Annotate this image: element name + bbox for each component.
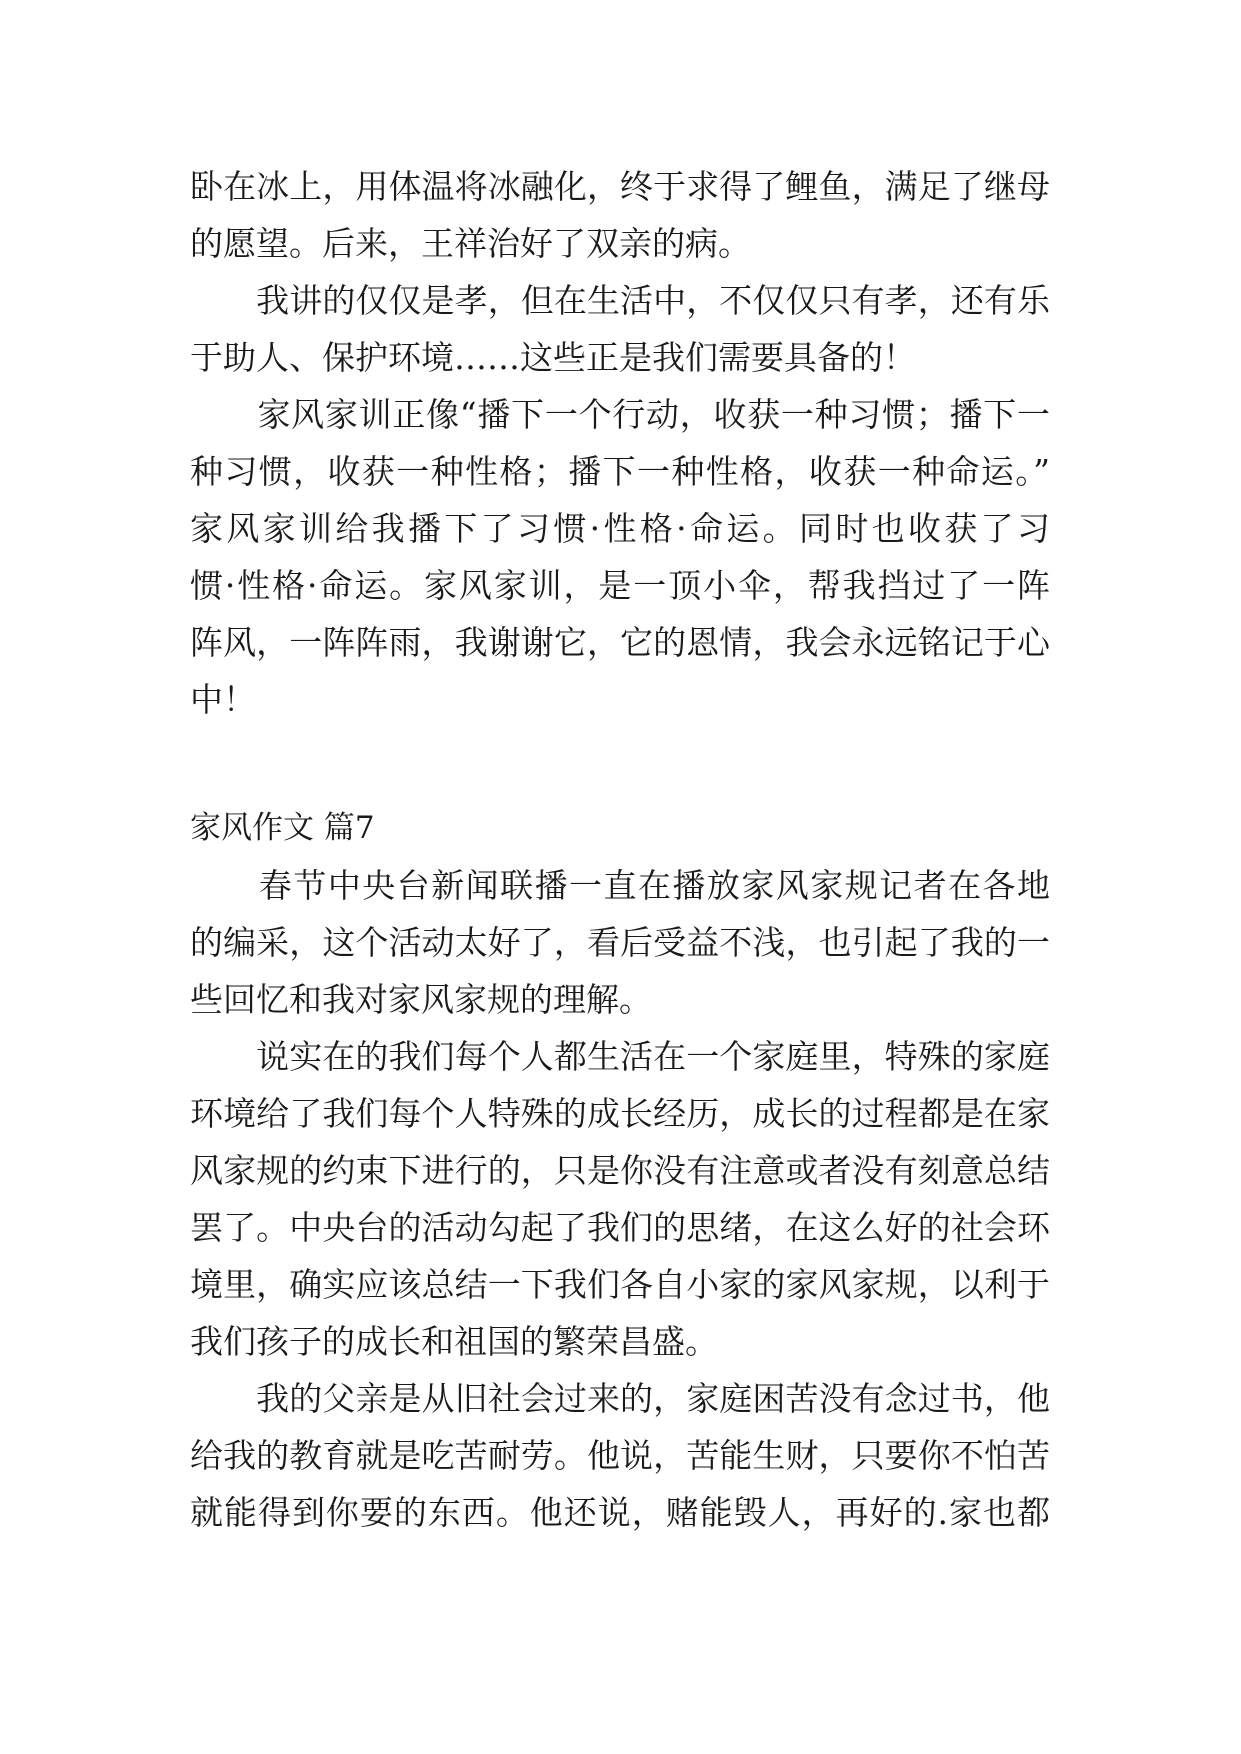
text-line: 的编采，这个活动太好了，看后受益不浅，也引起了我的一 <box>190 923 1050 962</box>
text-line: 说实在的我们每个人都生活在一个家庭里，特殊的家庭 <box>190 1037 1050 1076</box>
section-heading: 家风作文 篇7 <box>190 810 375 846</box>
text-line: 境里，确实应该总结一下我们各自小家的家风家规，以利于 <box>190 1265 1050 1304</box>
text-line: 就能得到你要的东西。他还说，赌能毁人，再好的.家也都 <box>190 1493 1050 1532</box>
text-line: 于助人、保护环境……这些正是我们需要具备的！ <box>190 338 916 377</box>
text-line: 的愿望。后来，王祥治好了双亲的病。 <box>190 224 751 263</box>
text-block-top <box>190 158 1050 728</box>
text-line: 春节中央台新闻联播一直在播放家风家规记者在各地 <box>190 866 1050 905</box>
text-line: 给我的教育就是吃苦耐劳。他说，苦能生财，只要你不怕苦 <box>190 1436 1050 1475</box>
text-line: 环境给了我们每个人特殊的成长经历，成长的过程都是在家 <box>190 1094 1050 1133</box>
text-line: 罢了。中央台的活动勾起了我们的思绪，在这么好的社会环 <box>190 1208 1050 1247</box>
text-block-bottom <box>190 857 1050 1541</box>
text-line: 我讲的仅仅是孝，但在生活中，不仅仅只有孝，还有乐 <box>190 281 1050 320</box>
text-line: 些回忆和我对家风家规的理解。 <box>190 980 652 1019</box>
text-line: 卧在冰上，用体温将冰融化，终于求得了鲤鱼，满足了继母 <box>190 167 1050 206</box>
text-line: 我的父亲是从旧社会过来的，家庭困苦没有念过书，他 <box>190 1379 1050 1418</box>
text-line: 阵风，一阵阵雨，我谢谢它，它的恩情，我会永远铭记于心 <box>190 623 1050 662</box>
text-line: 风家规的约束下进行的，只是你没有注意或者没有刻意总结 <box>190 1151 1050 1190</box>
text-line: 种习惯，收获一种性格；播下一种性格，收获一种命运。” <box>190 452 1050 491</box>
text-line: 中！ <box>190 680 256 719</box>
text-line: 惯·性格·命运。家风家训，是一顶小伞，帮我挡过了一阵 <box>190 566 1050 605</box>
text-line: 家风家训给我播下了习惯·性格·命运。同时也收获了习 <box>190 509 1050 548</box>
text-line: 家风家训正像“播下一个行动，收获一种习惯；播下一 <box>190 395 1050 434</box>
text-line: 我们孩子的成长和祖国的繁荣昌盛。 <box>190 1322 718 1361</box>
